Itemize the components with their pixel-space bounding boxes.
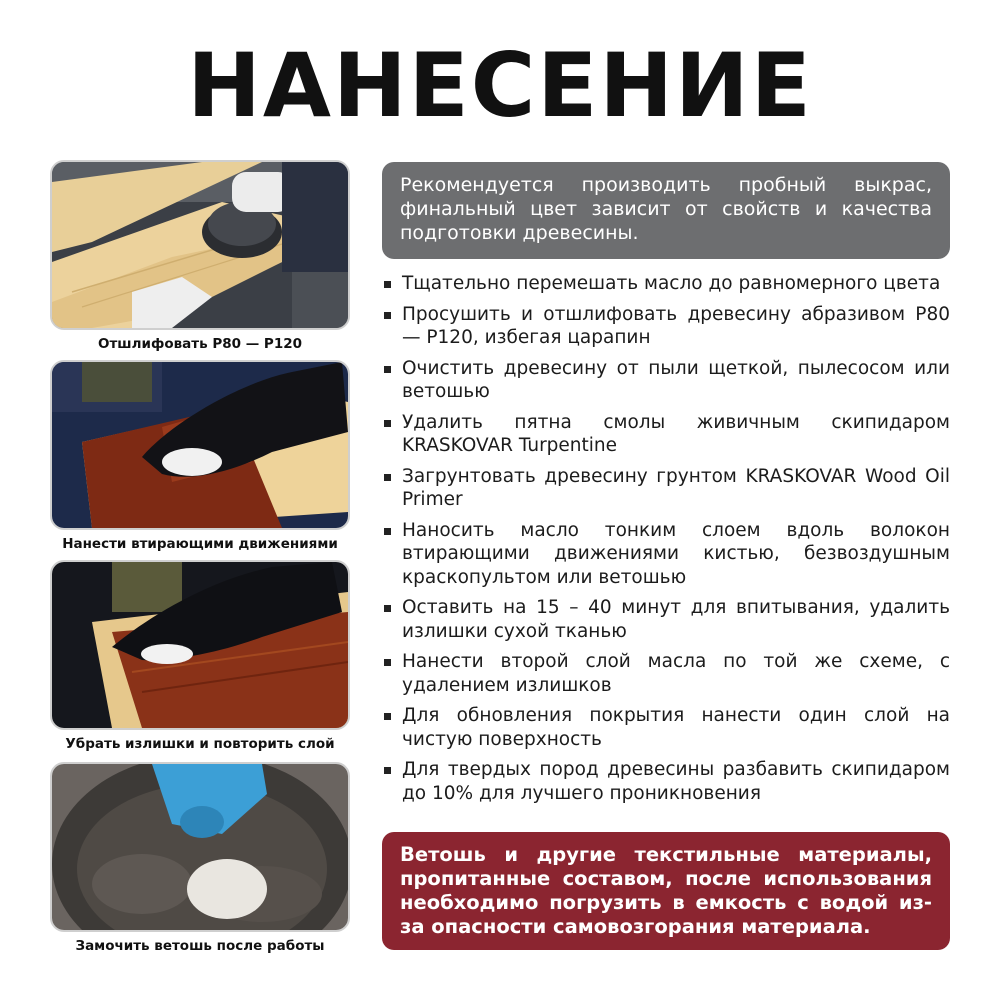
step-caption: Нанести втирающими движениями bbox=[62, 536, 338, 552]
instruction-item: Для обновления покрытия нанести один слой на чистую поверхность bbox=[382, 704, 950, 751]
instruction-item: Просушить и отшлифовать древесину абразивом Р80 — Р120, избегая царапин bbox=[382, 303, 950, 350]
page-title: НАНЕСЕНИЕ bbox=[187, 34, 813, 137]
step-removing-excess bbox=[50, 560, 350, 752]
step-applying bbox=[50, 360, 350, 552]
instruction-item: Наносить масло тонким слоем вдоль волокон втирающими движениями кистью, безвоздушным краскопультом или ветошью bbox=[382, 519, 950, 590]
sanding-photo bbox=[50, 160, 350, 330]
step-caption: Замочить ветошь после работы bbox=[75, 938, 325, 954]
instruction-item: Очистить древесину от пыли щеткой, пылесосом или ветошью bbox=[382, 357, 950, 404]
instructions-list bbox=[382, 272, 950, 812]
instruction-item: Нанести второй слой масла по той же схеме, с удалением излишков bbox=[382, 650, 950, 697]
soaking-rags-photo bbox=[50, 762, 350, 932]
instruction-item: Удалить пятна смолы живичным скипидаром KRASKOVAR Turpentine bbox=[382, 411, 950, 458]
step-soaking-rags bbox=[50, 762, 350, 954]
step-sanding bbox=[50, 160, 350, 352]
instruction-item: Оставить на 15 – 40 минут для впитывания, удалить излишки сухой тканью bbox=[382, 596, 950, 643]
step-caption: Убрать излишки и повторить слой bbox=[65, 736, 335, 752]
applying-photo bbox=[50, 360, 350, 530]
instruction-item: Тщательно перемешать масло до равномерного цвета bbox=[382, 272, 950, 296]
recommendation-note: Рекомендуется производить пробный выкрас, финальный цвет зависит от свойств и качества подготовки древесины. bbox=[382, 162, 950, 259]
instruction-item: Загрунтовать древесину грунтом KRASKOVAR Wood Oil Primer bbox=[382, 465, 950, 512]
fire-warning-note: Ветошь и другие текстильные материалы, пропитанные составом, после использования необходимо погрузить в емкость с водой из-за опасности самовозгорания материала. bbox=[382, 832, 950, 950]
step-caption: Отшлифовать Р80 — Р120 bbox=[97, 336, 303, 352]
removing-excess-photo bbox=[50, 560, 350, 730]
instruction-item: Для твердых пород древесины разбавить скипидаром до 10% для лучшего проникновения bbox=[382, 758, 950, 805]
